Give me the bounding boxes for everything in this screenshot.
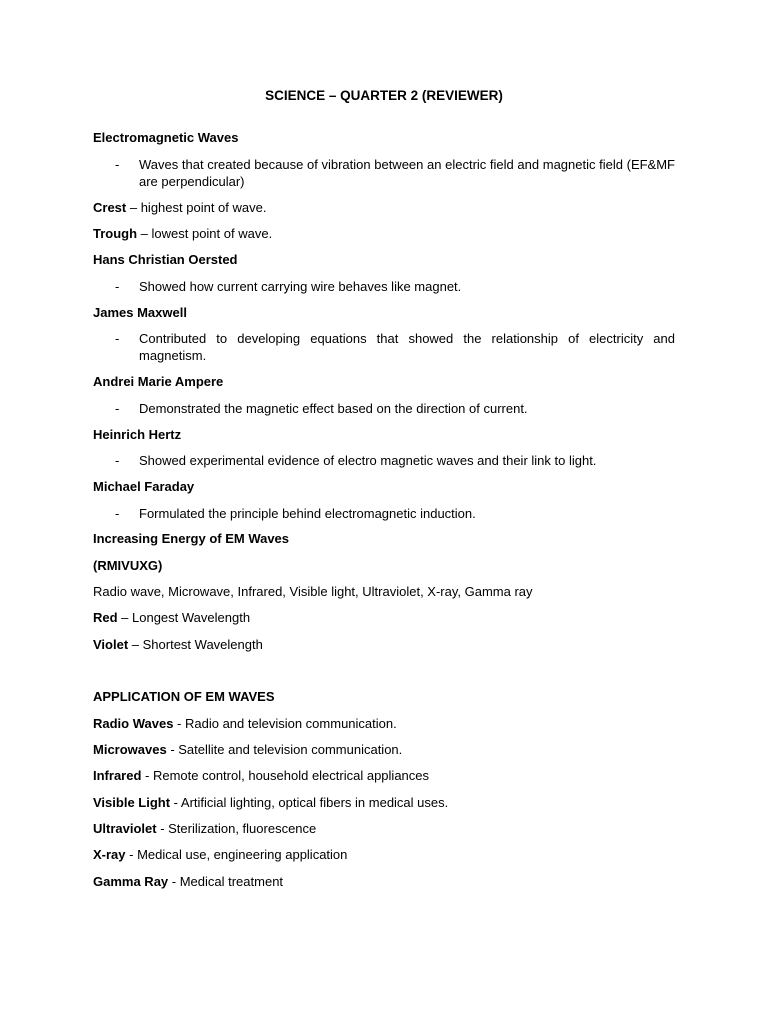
faraday-desc: Formulated the principle behind electromagnetic induction. — [139, 506, 476, 521]
application-term: Gamma Ray — [93, 874, 169, 889]
faraday-bullet: - — [115, 506, 120, 521]
violet-def: – Shortest Wavelength — [128, 637, 263, 652]
maxwell-desc: Contributed to developing equations that showed the relationship of electricity and magnetism. — [139, 331, 675, 363]
application-def: - Radio and television communication. — [173, 716, 397, 731]
violet-term: Violet — [93, 637, 129, 652]
ampere-name: Andrei Marie Ampere — [93, 374, 224, 389]
maxwell-bullet: - — [115, 331, 120, 346]
violet-line — [93, 637, 263, 653]
application-item — [93, 821, 316, 837]
application-term: Ultraviolet — [93, 821, 157, 836]
red-def: – Longest Wavelength — [117, 610, 251, 625]
hertz-desc: Showed experimental evidence of electro magnetic waves and their link to light. — [139, 453, 597, 468]
application-def: - Satellite and television communication. — [166, 742, 403, 757]
trough-line — [93, 226, 272, 242]
crest-def: – highest point of wave. — [126, 200, 267, 215]
faraday-name: Michael Faraday — [93, 479, 195, 494]
crest-line — [93, 200, 266, 216]
oersted-name: Hans Christian Oersted — [93, 252, 238, 267]
em-waves-heading: Electromagnetic Waves — [93, 130, 239, 145]
application-term: Visible Light — [93, 795, 171, 810]
application-item — [93, 716, 397, 732]
document-title: SCIENCE – QUARTER 2 (REVIEWER) — [265, 88, 503, 103]
applications-heading: APPLICATION OF EM WAVES — [93, 689, 275, 704]
application-def: - Sterilization, fluorescence — [156, 821, 317, 836]
application-def: - Medical treatment — [168, 874, 284, 889]
application-def: - Medical use, engineering application — [125, 847, 348, 862]
application-item — [93, 874, 283, 890]
ampere-bullet: - — [115, 401, 120, 416]
oersted-desc: Showed how current carrying wire behaves like magnet. — [139, 279, 462, 294]
hertz-bullet: - — [115, 453, 120, 468]
application-item — [93, 795, 448, 811]
maxwell-name: James Maxwell — [93, 305, 187, 320]
crest-term: Crest — [93, 200, 127, 215]
application-def: - Remote control, household electrical appliances — [141, 768, 430, 783]
application-def: - Artificial lighting, optical fibers in medical uses. — [170, 795, 449, 810]
energy-list: Radio wave, Microwave, Infrared, Visible light, Ultraviolet, X-ray, Gamma ray — [93, 584, 533, 599]
ampere-desc: Demonstrated the magnetic effect based on the direction of current. — [139, 401, 528, 416]
hertz-name: Heinrich Hertz — [93, 427, 182, 442]
oersted-bullet: - — [115, 279, 120, 294]
application-item — [93, 768, 429, 784]
trough-term: Trough — [93, 226, 138, 241]
application-item — [93, 847, 347, 863]
red-line — [93, 610, 250, 626]
trough-def: – lowest point of wave. — [137, 226, 273, 241]
application-item — [93, 742, 402, 758]
energy-heading: Increasing Energy of EM Waves — [93, 531, 290, 546]
application-term: Infrared — [93, 768, 142, 783]
application-term: X-ray — [93, 847, 126, 862]
em-waves-bullet: - — [115, 157, 120, 172]
em-waves-desc: Waves that created because of vibration between an electric field and magnetic field (EF&MF are perpendicular) — [139, 157, 675, 189]
red-term: Red — [93, 610, 118, 625]
application-term: Radio Waves — [93, 716, 174, 731]
energy-acronym: (RMIVUXG) — [93, 558, 163, 573]
application-term: Microwaves — [93, 742, 167, 757]
